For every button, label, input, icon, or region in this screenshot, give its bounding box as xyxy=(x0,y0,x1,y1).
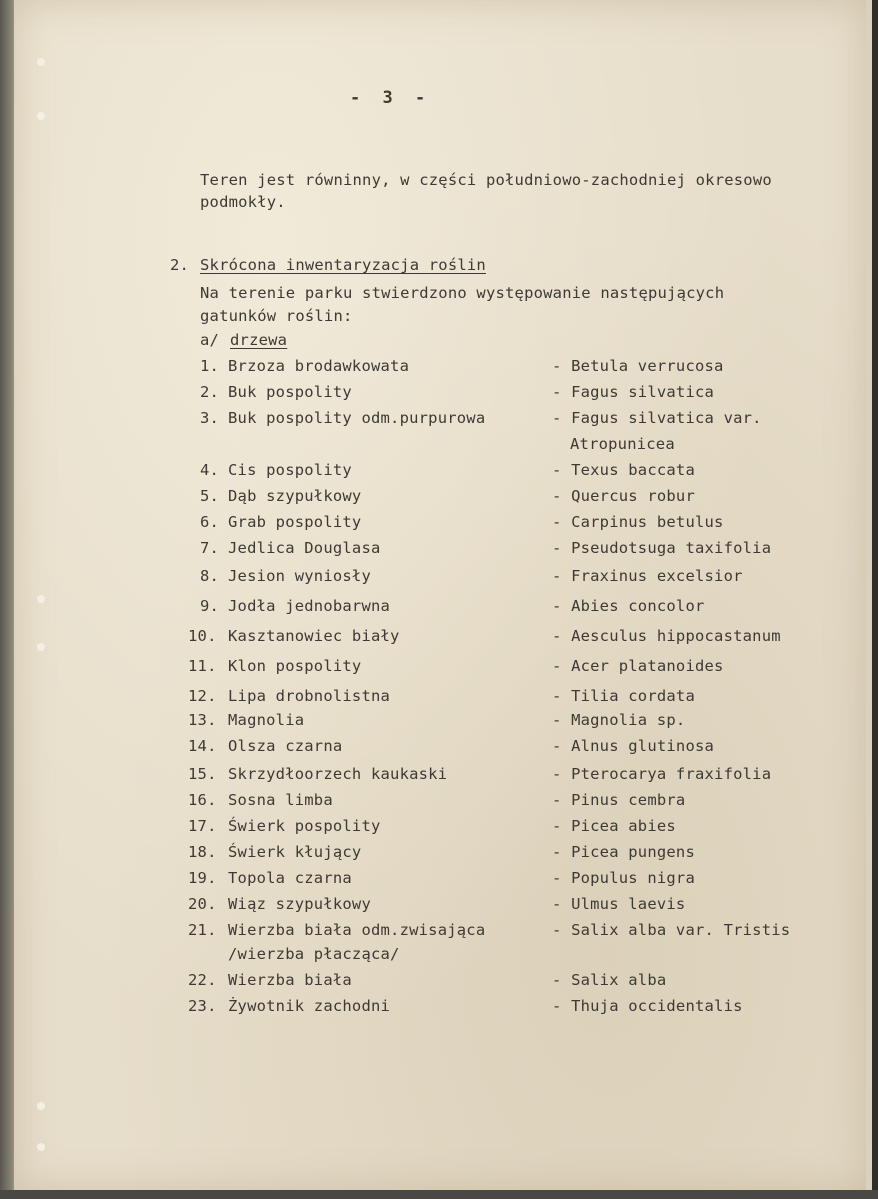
tree-number: 9. xyxy=(200,597,220,615)
tree-latin-name: - Picea abies xyxy=(552,817,676,835)
tree-latin-name: - Fagus silvatica xyxy=(552,383,715,401)
tree-number: 14. xyxy=(188,737,217,755)
tree-polish-name: Olsza czarna xyxy=(228,737,343,755)
tree-polish-name: Buk pospolity xyxy=(228,383,352,401)
tree-polish-name: Sosna limba xyxy=(228,791,333,809)
tree-latin-name: - Texus baccata xyxy=(552,461,695,479)
section-number: 2. xyxy=(170,256,190,274)
tree-number: 15. xyxy=(188,765,217,783)
tree-number: 22. xyxy=(188,971,217,989)
intro-text-line: podmokły. xyxy=(200,193,286,211)
tree-polish-name: Brzoza brodawkowata xyxy=(228,357,410,375)
tree-latin-name: - Fraxinus excelsior xyxy=(552,567,743,585)
punch-hole xyxy=(37,58,45,66)
tree-polish-name: Skrzydłoorzech kaukaski xyxy=(228,765,448,783)
tree-polish-name: Jedlica Douglasa xyxy=(228,539,381,557)
tree-number: 10. xyxy=(188,627,217,645)
tree-number: 13. xyxy=(188,711,217,729)
tree-number: 6. xyxy=(200,513,220,531)
tree-polish-name: Świerk pospolity xyxy=(228,817,381,835)
tree-polish-name: Świerk kłujący xyxy=(228,843,362,861)
tree-polish-name: Grab pospolity xyxy=(228,513,362,531)
tree-number: 17. xyxy=(188,817,217,835)
tree-latin-name: - Aesculus hippocastanum xyxy=(552,627,781,645)
section-text-line: Na terenie parku stwierdzono występowanie następujących xyxy=(200,284,725,302)
punch-hole xyxy=(37,643,45,651)
tree-latin-name: - Abies concolor xyxy=(552,597,705,615)
tree-number: 18. xyxy=(188,843,217,861)
tree-number: 11. xyxy=(188,657,217,675)
tree-number: 23. xyxy=(188,997,217,1015)
tree-polish-name: Cis pospolity xyxy=(228,461,352,479)
tree-polish-name: Kasztanowiec biały xyxy=(228,627,400,645)
tree-number: 12. xyxy=(188,687,217,705)
tree-polish-name-continued: /wierzba płacząca/ xyxy=(228,945,400,963)
tree-number: 7. xyxy=(200,539,220,557)
tree-latin-name: - Fagus silvatica var. xyxy=(552,409,762,427)
tree-latin-name: - Betula verrucosa xyxy=(552,357,724,375)
tree-latin-name: - Tilia cordata xyxy=(552,687,695,705)
tree-latin-name-continued: Atropunicea xyxy=(570,435,675,453)
tree-polish-name: Żywotnik zachodni xyxy=(228,997,391,1015)
tree-polish-name: Lipa drobnolistna xyxy=(228,687,391,705)
page-number: - 3 - xyxy=(350,88,432,108)
tree-latin-name: - Pseudotsuga taxifolia xyxy=(552,539,772,557)
punch-hole xyxy=(37,112,45,120)
tree-number: 4. xyxy=(200,461,220,479)
subsection-prefix: a/ xyxy=(200,331,220,349)
tree-number: 2. xyxy=(200,383,220,401)
section-title: Skrócona inwentaryzacja roślin xyxy=(200,256,486,274)
punch-hole xyxy=(37,1102,45,1110)
tree-latin-name: - Thuja occidentalis xyxy=(552,997,743,1015)
tree-polish-name: Topola czarna xyxy=(228,869,352,887)
tree-number: 19. xyxy=(188,869,217,887)
tree-number: 1. xyxy=(200,357,220,375)
tree-polish-name: Wierzba biała odm.zwisająca xyxy=(228,921,486,939)
tree-number: 5. xyxy=(200,487,220,505)
tree-latin-name: - Salix alba xyxy=(552,971,667,989)
tree-number: 8. xyxy=(200,567,220,585)
tree-number: 20. xyxy=(188,895,217,913)
tree-polish-name: Klon pospolity xyxy=(228,657,362,675)
section-text-line: gatunków roślin: xyxy=(200,307,353,325)
punch-hole xyxy=(37,595,45,603)
tree-latin-name: - Carpinus betulus xyxy=(552,513,724,531)
tree-number: 3. xyxy=(200,409,220,427)
tree-polish-name: Wiąz szypułkowy xyxy=(228,895,371,913)
tree-polish-name: Dąb szypułkowy xyxy=(228,487,362,505)
tree-latin-name: - Alnus glutinosa xyxy=(552,737,715,755)
tree-latin-name: - Salix alba var. Tristis xyxy=(552,921,791,939)
tree-polish-name: Magnolia xyxy=(228,711,305,729)
tree-polish-name: Jodła jednobarwna xyxy=(228,597,391,615)
tree-polish-name: Jesion wyniosły xyxy=(228,567,371,585)
tree-latin-name: - Picea pungens xyxy=(552,843,695,861)
tree-polish-name: Wierzba biała xyxy=(228,971,352,989)
tree-latin-name: - Pterocarya fraxifolia xyxy=(552,765,772,783)
tree-latin-name: - Magnolia sp. xyxy=(552,711,686,729)
tree-number: 16. xyxy=(188,791,217,809)
subsection-title: drzewa xyxy=(230,331,288,349)
tree-latin-name: - Acer platanoides xyxy=(552,657,724,675)
tree-polish-name: Buk pospolity odm.purpurowa xyxy=(228,409,486,427)
scan-bottom-edge xyxy=(0,1190,878,1199)
tree-number: 21. xyxy=(188,921,217,939)
tree-latin-name: - Pinus cembra xyxy=(552,791,686,809)
tree-latin-name: - Ulmus laevis xyxy=(552,895,686,913)
tree-latin-name: - Populus nigra xyxy=(552,869,695,887)
punch-hole xyxy=(37,1143,45,1151)
tree-latin-name: - Quercus robur xyxy=(552,487,695,505)
intro-text-line: Teren jest równinny, w części południowo-zachodniej okresowo xyxy=(200,171,772,189)
